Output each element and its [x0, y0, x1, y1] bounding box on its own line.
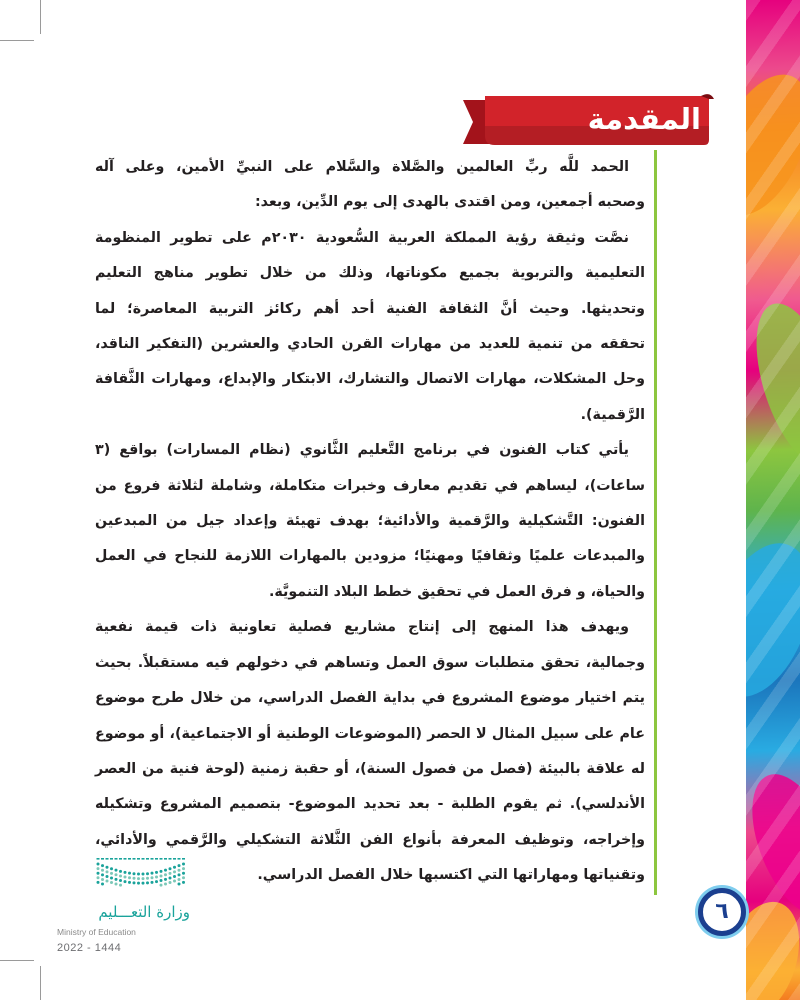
- logo-dot: [137, 882, 140, 885]
- logo-dot: [128, 872, 131, 875]
- logo-dot: [178, 864, 181, 867]
- logo-dash: [182, 858, 185, 860]
- logo-dot: [124, 871, 127, 874]
- paragraph: [95, 150, 645, 221]
- logo-dot: [155, 871, 158, 874]
- logo-dot: [173, 880, 176, 883]
- paragraph: [95, 221, 645, 433]
- text-line: وتحديثها. وحيث أنَّ الثقافة الفنية أحد أهم ركائز التربية المعاصرة؛ لما: [95, 300, 645, 317]
- logo-dash: [178, 858, 181, 860]
- text-line: وتقنياتها ومهاراتها التي اكتسبها خلال الفصل الدراسي.: [257, 867, 645, 884]
- logo-dot: [133, 881, 136, 884]
- edition-year: 2022 - 1444: [57, 942, 122, 954]
- logo-dot: [133, 877, 136, 880]
- logo-dash: [164, 858, 167, 860]
- logo-dot: [164, 869, 167, 872]
- text-line: عام على سبيل المثال لا الحصر (الموضوعات الوطنية أو الاجتماعية)، أو موضوع: [95, 725, 645, 742]
- logo-dot: [101, 878, 104, 881]
- logo-dot: [124, 880, 127, 883]
- logo-dot: [146, 872, 149, 875]
- logo-dot: [115, 878, 118, 881]
- decorative-swoosh: [746, 60, 800, 230]
- logo-dot: [151, 872, 154, 875]
- logo-dash: [155, 858, 158, 860]
- logo-dot: [97, 876, 100, 879]
- logo-dot: [119, 884, 122, 887]
- logo-dot: [110, 876, 113, 879]
- logo-dot: [146, 881, 149, 884]
- logo-dot: [160, 870, 163, 873]
- logo-dot: [164, 873, 167, 876]
- logo-dot: [119, 870, 122, 873]
- logo-dot: [97, 872, 100, 875]
- ministry-name-arabic: وزارة التعـــليم: [98, 903, 190, 921]
- logo-dot: [169, 881, 172, 884]
- logo-dot: [106, 870, 109, 873]
- page-number-badge: [698, 888, 746, 936]
- logo-dot: [155, 875, 158, 878]
- page-number: ٦: [715, 899, 729, 924]
- logo-dash: [142, 858, 145, 860]
- logo-dot: [173, 870, 176, 873]
- logo-dot: [115, 873, 118, 876]
- logo-dash: [128, 858, 131, 860]
- logo-dot: [182, 881, 185, 884]
- logo-dot: [128, 881, 131, 884]
- logo-dash: [101, 858, 104, 860]
- ministry-logo: [55, 855, 195, 960]
- logo-dash: [160, 858, 163, 860]
- logo-dot: [106, 880, 109, 883]
- logo-dot: [119, 879, 122, 882]
- logo-dash: [137, 858, 140, 860]
- logo-dot: [164, 878, 167, 881]
- logo-dot: [106, 875, 109, 878]
- logo-dot: [110, 872, 113, 875]
- logo-dot: [97, 881, 100, 884]
- logo-dot: [146, 877, 149, 880]
- decorative-swoosh: [746, 529, 800, 710]
- logo-dot: [101, 864, 104, 867]
- decorative-swoosh: [746, 293, 800, 476]
- text-line: وصحبه أجمعين، ومن اقتدى بالهدى إلى يوم الدِّين، وبعد:: [254, 194, 645, 211]
- logo-dash: [173, 858, 176, 860]
- text-line: تحققه من تنمية للعديد من مهارات القرن الحادي والعشرين (التفكير الناقد،: [95, 336, 645, 353]
- text-line: يأتي كتاب الفنون في برنامج التَّعليم الثَّانوي (نظام المسارات) بواقع (٣: [95, 442, 629, 459]
- text-line: له علاقة بالبيئة (فصل من فصول السنة)، أو حقبة زمنية (لوحة فنية من العصر: [95, 760, 645, 777]
- logo-dot: [142, 877, 145, 880]
- logo-dash: [110, 858, 113, 860]
- logo-dot: [182, 863, 185, 866]
- logo-dot: [178, 883, 181, 886]
- section-title: المقدمة: [587, 102, 701, 136]
- logo-dot: [182, 867, 185, 870]
- logo-dash: [119, 858, 122, 860]
- logo-dot: [178, 869, 181, 872]
- logo-dot: [155, 880, 158, 883]
- logo-dot: [160, 884, 163, 887]
- logo-dot: [160, 874, 163, 877]
- text-line: وحل المشكلات، مهارات الاتصال والتشارك، الابتكار والإبداع، ومهارات الثَّقافة: [95, 371, 645, 388]
- section-heading-ribbon: [463, 92, 715, 148]
- logo-dot: [110, 881, 113, 884]
- text-line: نصَّت وثيقة رؤية المملكة العربية السُّعودية ٢٠٣٠م على تطوير المنظومة: [95, 229, 630, 246]
- logo-dot: [173, 875, 176, 878]
- logo-dash: [169, 858, 172, 860]
- introduction-body: [95, 150, 645, 894]
- logo-dot: [178, 878, 181, 881]
- text-line: والمبدعات علميًا وثقافيًا ومهنيًا؛ مزودين بالمهارات اللازمة للنجاح في العمل: [95, 548, 645, 565]
- paragraph: [95, 610, 645, 893]
- logo-dash: [151, 858, 154, 860]
- paragraph: [95, 433, 645, 610]
- logo-dot: [178, 873, 181, 876]
- logo-dot: [182, 876, 185, 879]
- logo-dot: [101, 869, 104, 872]
- text-line: الحمد للَّه ربِّ العالمين والصَّلاة والسَّلام على النبيِّ الأمين، وعلى آله: [95, 159, 629, 175]
- logo-dot: [160, 879, 163, 882]
- text-line: وجمالية، تحقق متطلبات سوق العمل وتساهم في دخولهم فيه مستقبلاً. بحيث: [95, 654, 645, 671]
- logo-dot: [128, 876, 131, 879]
- logo-dot: [137, 877, 140, 880]
- logo-dot: [124, 875, 127, 878]
- logo-dot: [151, 881, 154, 884]
- logo-dot: [173, 866, 176, 869]
- logo-dot: [101, 873, 104, 876]
- green-margin-rule: [654, 150, 657, 895]
- logo-dot: [142, 872, 145, 875]
- logo-dot: [182, 872, 185, 875]
- text-line: ساعات)، ليساهم في تقديم معارف وخبرات متكاملة، وشاملة لثلاثة فروع من: [95, 477, 645, 494]
- logo-dot: [115, 882, 118, 885]
- text-line: والحياة، و فرق العمل في تحقيق خطط البلاد التنمويَّة.: [268, 583, 645, 600]
- logo-dot: [101, 883, 104, 886]
- logo-dash: [133, 858, 136, 860]
- logo-dot: [169, 867, 172, 870]
- text-line: يتم اختيار موضوع المشروع في بداية الفصل الدراسي، من خلال طرح موضوع: [95, 690, 645, 707]
- logo-dot: [169, 876, 172, 879]
- logo-dot: [97, 867, 100, 870]
- logo-dot: [115, 869, 118, 872]
- crop-mark: [0, 960, 34, 961]
- crop-mark: [40, 0, 41, 34]
- decorative-swoosh: [746, 762, 800, 928]
- ministry-name-english: Ministry of Education: [57, 927, 136, 937]
- logo-dash: [97, 858, 100, 860]
- text-line: الأندلسي). ثم يقوم الطلبة - بعد تحديد الموضوع- بتصميم المشروع وتشكيله: [95, 796, 645, 813]
- logo-dot: [133, 872, 136, 875]
- text-line: الفنون: التَّشكيلية والرَّقمية والأدائية؛ بهدف تهيئة وإعداد جيل من المبدعين: [95, 513, 645, 530]
- text-line: ويهدف هذا المنهج إلى إنتاج مشاريع فصلية تعاونية ذات قيمة نفعية: [95, 619, 629, 636]
- crop-mark: [0, 40, 34, 41]
- logo-dash: [124, 858, 127, 860]
- decorative-color-strip: [746, 0, 800, 1000]
- logo-dot: [151, 876, 154, 879]
- logo-dot: [97, 863, 100, 866]
- text-line: وإخراجه، وتوظيف المعرفة بأنواع الفن الثَّلاثة التشكيلي والرَّقمي والأدائي،: [95, 831, 645, 848]
- text-line: الرَّقمية).: [580, 406, 645, 423]
- logo-dot: [137, 872, 140, 875]
- ministry-of-education-logo-icon: [95, 857, 187, 893]
- logo-dot: [164, 882, 167, 885]
- logo-dot: [110, 867, 113, 870]
- logo-dot: [119, 874, 122, 877]
- logo-dot: [106, 866, 109, 869]
- logo-dot: [142, 882, 145, 885]
- decorative-swoosh: [746, 892, 800, 1000]
- logo-dot: [169, 872, 172, 875]
- logo-dash: [106, 858, 109, 860]
- logo-dash: [115, 858, 118, 860]
- crop-mark: [40, 966, 41, 1000]
- text-line: التعليمية والتربوية بجميع مكوناتها، وذلك من خلال تطوير مناهج التعليم: [95, 265, 645, 282]
- logo-dash: [146, 858, 149, 860]
